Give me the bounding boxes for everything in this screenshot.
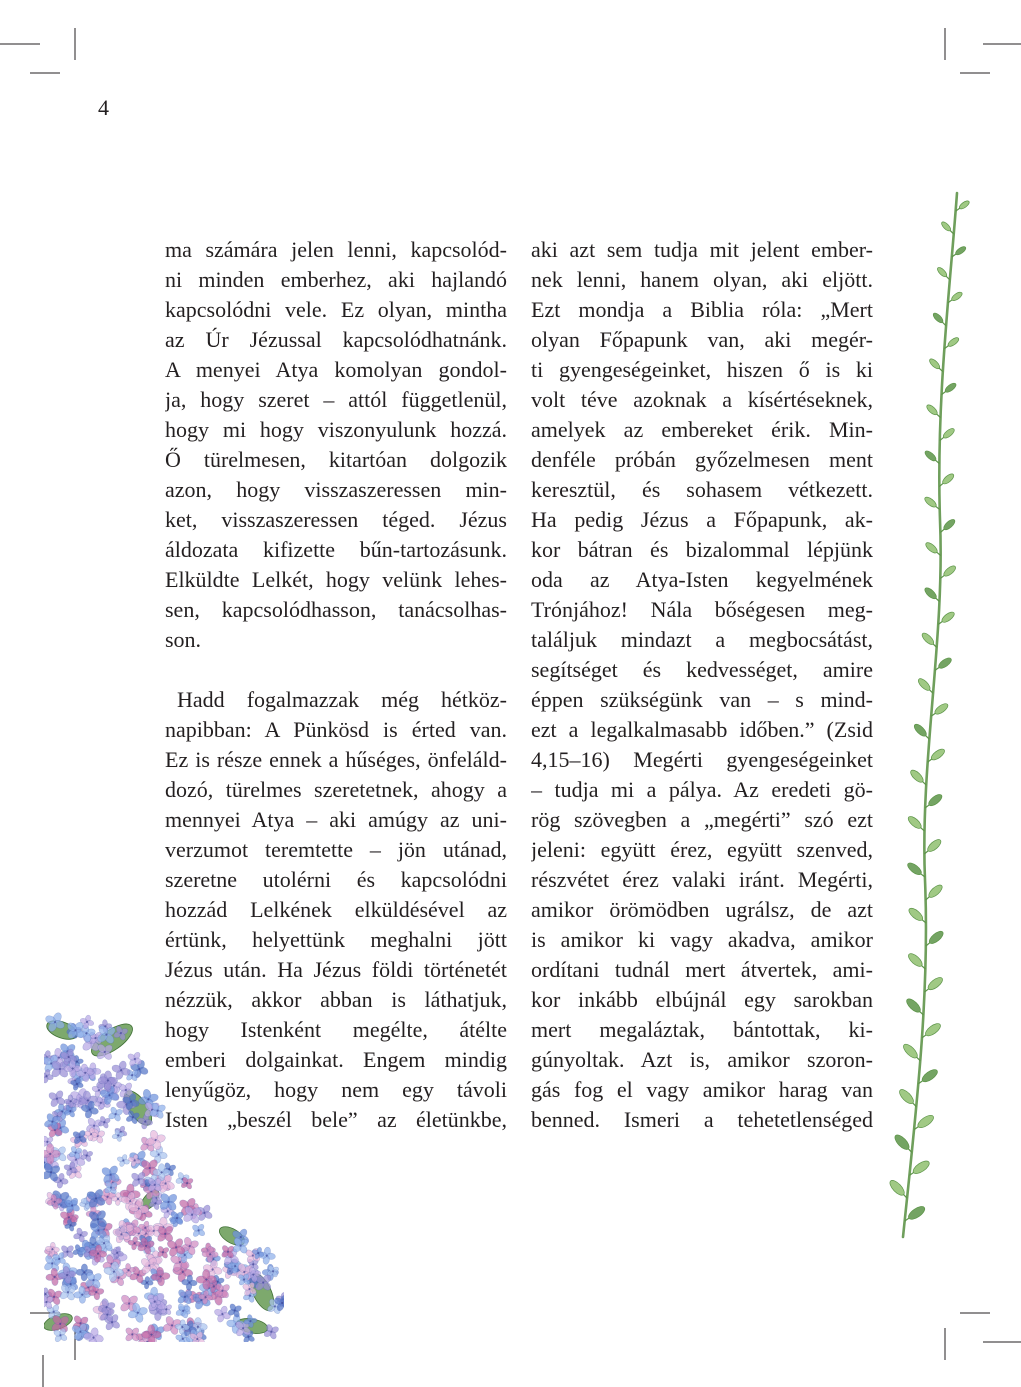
left-text-column (165, 235, 507, 1135)
vine-leaf (911, 1159, 931, 1176)
text-line: ja, hogy szeret – attól függetlenül, (165, 387, 507, 412)
vine-leaf (933, 702, 949, 716)
text-line: benned. Ismeri a tehetetlenséged (531, 1107, 873, 1132)
text-line: keresztül, és sohasem vétkezett. (531, 477, 873, 502)
text-line: A menyei Atya komolyan gondol- (165, 357, 507, 382)
vine-leaf (926, 975, 944, 992)
text-line: találjuk mindazt a megbocsátást, (531, 627, 873, 652)
vine-leaf (954, 245, 967, 256)
vine-leaf (923, 586, 938, 601)
vine-leaf (906, 814, 923, 830)
text-line: emberi dolgainkat. Engem mindig (165, 1047, 507, 1072)
text-line: sen, kapcsolódhasson, tanácsolhas- (165, 597, 507, 622)
vine-leaf (923, 495, 938, 509)
paragraph (165, 685, 507, 1135)
text-line: részvétet érez valaki iránt. Megérti, (531, 867, 873, 892)
text-line: hogy mi hogy viszonyulunk hozzá. (165, 417, 507, 442)
text-line: lenyűgöz, hogy nem egy távoli (165, 1077, 507, 1102)
text-line: kor bátran és bizalommal lépjünk (531, 537, 873, 562)
leafy-vine-watercolor-icon (888, 193, 971, 1237)
vine-leaf (924, 541, 939, 555)
vine-leaf (925, 403, 939, 416)
text-line: éppen szükségünk van – s mind- (531, 687, 873, 712)
text-line: Hadd fogalmazzak még hétköz- (177, 687, 507, 712)
text-line: Elküldte Lelkét, hogy velünk lehes- (165, 567, 507, 592)
vine-leaf (942, 427, 956, 440)
vine-leaf (906, 1204, 926, 1222)
text-line: aki azt sem tudja mit jelent ember- (531, 237, 873, 262)
vine-leaf (942, 564, 957, 578)
text-line: – tudja mi a pálya. Az eredeti gö- (531, 777, 873, 802)
text-line: az Úr Jézussal kapcsolódhatnánk. (165, 327, 507, 352)
vine-leaf (947, 336, 960, 348)
hydrangea-floret (38, 1068, 55, 1085)
vine-leaf (927, 792, 944, 807)
text-line: ti gyengeségeinket, hiszen ő is ki (531, 357, 873, 382)
text-line: ma számára jelen lenni, kapcsolód- (165, 237, 507, 262)
text-line: olyan Főpapunk van, aki megér- (531, 327, 873, 352)
text-line: oda az Atya-Isten kegyelmének (531, 567, 873, 592)
text-line: ket, visszaszeressen téged. Jézus (165, 507, 507, 532)
vine-leaf (897, 1087, 915, 1106)
vine-leaf (920, 1067, 939, 1084)
text-line: verzumot teremtette – jön utánad, (165, 837, 507, 862)
vine-leaf (930, 747, 947, 762)
text-line: is amikor ki vagy akadva, amikor (531, 927, 873, 952)
vine-leaf (906, 951, 924, 968)
vine-leaf (923, 449, 937, 462)
text-line: Ha pedig Jézus a Főpapunk, ak- (531, 507, 873, 532)
vine-leaf (936, 266, 948, 278)
hydrangea-floret (115, 1152, 132, 1169)
vine-leaf (912, 722, 928, 738)
text-line: Ő türelmesen, kitartóan dolgozik (165, 447, 507, 472)
text-line: ordítani tudnál mert átvertek, ami- (531, 957, 873, 982)
vine-leaf (920, 631, 935, 646)
text-line: denféle próbán győzelmesen ment (531, 447, 873, 472)
text-line: segítséget és kedvességet, amire (531, 657, 873, 682)
text-line: Ez is része ennek a hűséges, önfeláld- (165, 747, 507, 772)
right-text-column (531, 235, 873, 1135)
text-line: dozó, türelmes szeretetnek, ahogy a (165, 777, 507, 802)
vine-leaf (916, 677, 931, 692)
text-line: Isten „beszél bele” az életünkbe, (165, 1107, 507, 1132)
vine-leaf (901, 1042, 919, 1060)
text-line: áldozata kifizette bűn-tartozásunk. (165, 537, 507, 562)
text-line: nézzük, akkor abban is láthatjuk, (165, 987, 507, 1012)
vine-leaf (932, 312, 945, 325)
vine-leaf (926, 837, 943, 853)
text-line: hozzád Lelkének elküldésével az (165, 897, 507, 922)
text-line: szeretne utolérni és kapcsolódni (165, 867, 507, 892)
text-line: jeleni: együtt érez, együtt szenved, (531, 837, 873, 862)
hydrangea-floret (40, 1143, 61, 1164)
text-line: kapcsolódni vele. Ez olyan, mintha (165, 297, 507, 322)
text-line: napibban: A Pünkösd is érted van. (165, 717, 507, 742)
text-line: mennyei Atya – aki amúgy az uni- (165, 807, 507, 832)
text-line: értünk, helyettünk meghalni jött (165, 927, 507, 952)
vine-leaf (944, 382, 958, 394)
text-line: Ezt mondja a Biblia róla: „Mert (531, 297, 873, 322)
text-line: Jézus után. Ha Jézus földi történetét (165, 957, 507, 982)
paragraph (531, 235, 873, 1135)
vine-leaf (950, 291, 963, 303)
text-line: gúnyoltak. Azt is, amikor szoron- (531, 1047, 873, 1072)
text-line: hogy Istenként megélte, átélte (165, 1017, 507, 1042)
text-line: nek lenni, hanem olyan, aki eljött. (531, 267, 873, 292)
vine-leaf (940, 610, 956, 624)
text-line: son. (165, 627, 202, 652)
vine-leaf (928, 357, 941, 370)
text-line: amelyek az embereket érik. Min- (531, 417, 873, 442)
text-line: gás fog el vagy amikor harag van (531, 1077, 873, 1102)
vine-leaf (893, 1133, 912, 1152)
page-number: 4 (98, 95, 109, 120)
text-line: ezt a legalkalmasabb időben.” (Zsid (531, 717, 873, 742)
vine-leaf (958, 199, 970, 210)
text-line: kor inkább elbújnál egy sarokban (531, 987, 873, 1012)
text-line: azon, hogy visszaszeressen min- (165, 477, 507, 502)
vine-leaf (937, 656, 953, 670)
hydrangea-floret (188, 1220, 209, 1241)
vine-leaf (905, 997, 923, 1015)
vine-leaf (909, 768, 925, 784)
vine-leaf (888, 1178, 907, 1197)
vine-leaf (927, 883, 944, 900)
text-line: rög szövegben a „megérti” szó ezt (531, 807, 873, 832)
text-line: Trónjához! Nála bőségesen meg- (531, 597, 873, 622)
paragraph (165, 235, 507, 655)
vine-leaf (916, 1113, 936, 1130)
text-line: mert megaláztak, bántottak, ki- (531, 1017, 873, 1042)
vine-leaf (942, 518, 956, 532)
vine-leaf (940, 220, 952, 232)
vine-leaf (924, 1021, 943, 1038)
hydrangea-floret (45, 1242, 60, 1257)
vine-leaf (907, 906, 925, 923)
vine-leaf (906, 861, 923, 877)
vine-leaf (941, 472, 955, 486)
vine-leaf (927, 929, 945, 946)
text-line: volt téve azoknak a kísértéseknek, (531, 387, 873, 412)
text-line: amikor örömödben ugrálsz, de azt (531, 897, 873, 922)
text-line: 4,15–16) Megérti gyengeségeinket (531, 747, 873, 772)
text-line: ni minden emberhez, aki hajlandó (165, 267, 507, 292)
